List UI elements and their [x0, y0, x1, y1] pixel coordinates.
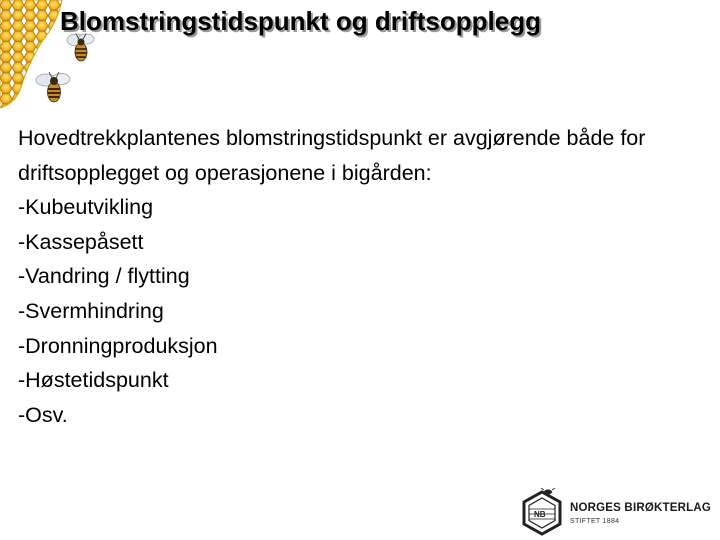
founded-text: STIFTET 1884: [570, 518, 620, 525]
list-item: -Vandring / flytting: [18, 264, 190, 289]
list-item: -Kubeutvikling: [18, 195, 154, 220]
list-item: -Høstetidspunkt: [18, 368, 169, 393]
organization-name: NORGES BIRØKTERLAG: [570, 502, 711, 514]
slide-title: Blomstringstidspunkt og driftsopplegg: [60, 6, 541, 36]
list-item: -Svermhindring: [18, 298, 164, 323]
list-item: -Kassepåsett: [18, 229, 144, 254]
norges-birokterlag-logo: [516, 488, 720, 538]
beehive-emblem-icon: [516, 488, 568, 538]
slide-body: [18, 121, 708, 432]
bee-illustration: [34, 66, 74, 106]
emblem-initials: NB: [534, 510, 546, 519]
intro-text: Hovedtrekkplantenes blomstringstidspunkt er avgjørende både for driftsopplegget og operasjonene i bigården:: [18, 126, 646, 185]
list-item: -Dronningproduksjon: [18, 333, 218, 358]
list-item: -Osv.: [18, 402, 68, 427]
bullet-list: [18, 190, 708, 432]
